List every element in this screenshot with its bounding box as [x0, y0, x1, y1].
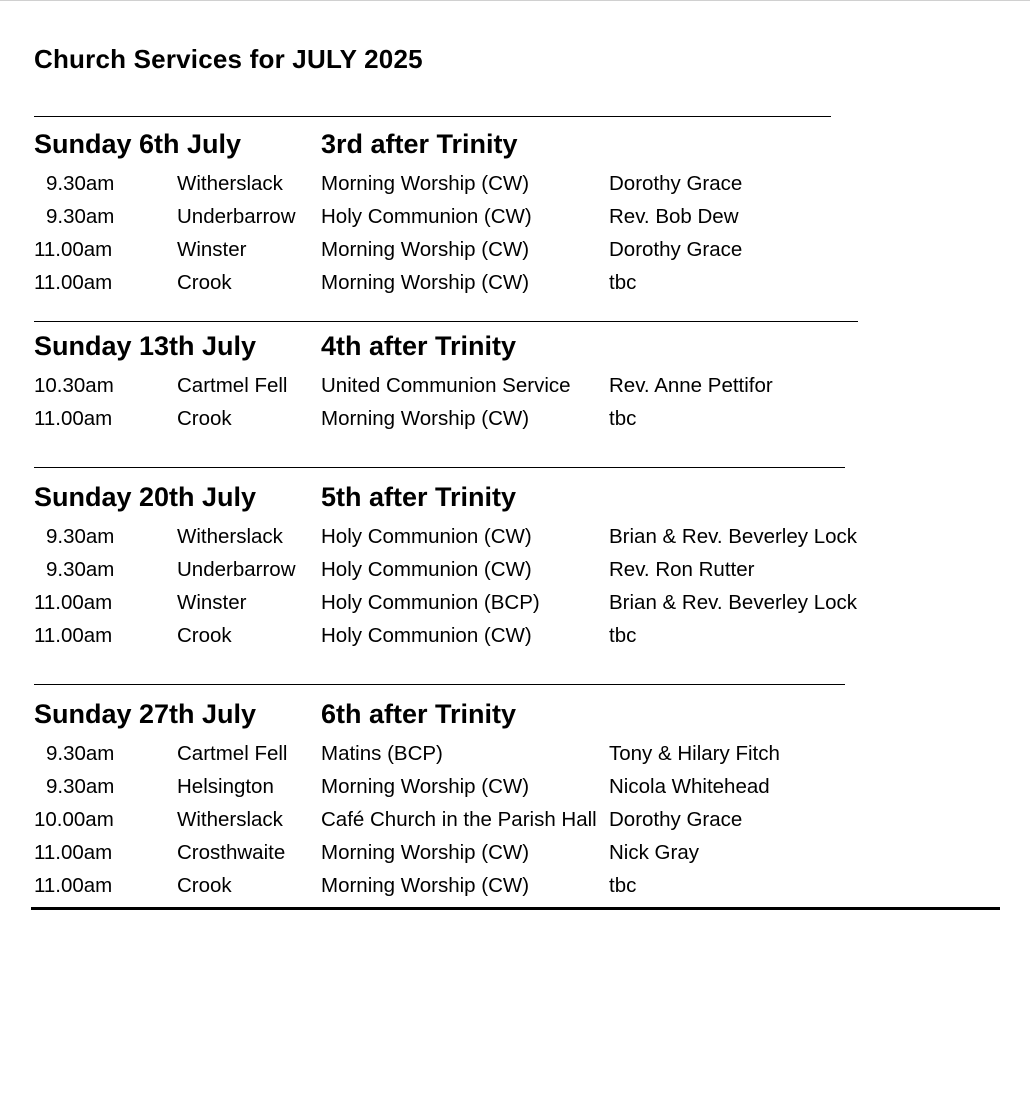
sunday-heading: [34, 699, 834, 733]
service-leader: Tony & Hilary Fitch: [609, 742, 780, 765]
service-row: [34, 525, 864, 553]
service-leader: Rev. Bob Dew: [609, 205, 739, 228]
service-type: Morning Worship (CW): [321, 874, 530, 897]
service-place: Underbarrow: [177, 558, 296, 581]
service-place: Crook: [177, 874, 232, 897]
service-type: Morning Worship (CW): [321, 841, 530, 864]
service-time: 9.30am: [46, 525, 115, 548]
divider: [34, 684, 845, 685]
service-time: 9.30am: [46, 205, 115, 228]
service-type: Morning Worship (CW): [321, 775, 530, 798]
sunday-occasion: 5th after Trinity: [321, 482, 517, 512]
service-place: Winster: [177, 238, 247, 261]
service-time: 11.00am: [34, 624, 113, 647]
service-place: Crook: [177, 624, 232, 647]
service-place: Cartmel Fell: [177, 742, 288, 765]
service-leader: Dorothy Grace: [609, 238, 743, 261]
service-type: Holy Communion (CW): [321, 525, 532, 548]
service-type: Holy Communion (CW): [321, 205, 532, 228]
service-type: Morning Worship (CW): [321, 238, 530, 261]
service-place: Helsington: [177, 775, 274, 798]
service-leader: Dorothy Grace: [609, 172, 743, 195]
service-leader: Dorothy Grace: [609, 808, 743, 831]
service-place: Crook: [177, 407, 232, 430]
service-place: Crosthwaite: [177, 841, 286, 864]
page-top-border: [0, 0, 1030, 1]
service-leader: Nick Gray: [609, 841, 699, 864]
service-place: Witherslack: [177, 525, 283, 548]
sunday-heading: [34, 331, 834, 365]
service-leader: Nicola Whitehead: [609, 775, 770, 798]
service-time: 11.00am: [34, 874, 113, 897]
sunday-heading: [34, 482, 834, 516]
bottom-divider: [31, 907, 1000, 910]
service-type: Morning Worship (CW): [321, 172, 530, 195]
sunday-date: Sunday 27th July: [34, 699, 257, 729]
service-leader: Rev. Ron Rutter: [609, 558, 755, 581]
service-row: [34, 172, 864, 200]
service-type: Holy Communion (BCP): [321, 591, 540, 614]
service-type: Holy Communion (CW): [321, 624, 532, 647]
service-time: 10.30am: [34, 374, 114, 397]
service-row: [34, 742, 864, 770]
service-place: Witherslack: [177, 808, 283, 831]
service-time: 9.30am: [46, 172, 115, 195]
service-row: [34, 808, 864, 836]
service-leader: tbc: [609, 874, 637, 897]
service-leader: Rev. Anne Pettifor: [609, 374, 773, 397]
service-row: [34, 238, 864, 266]
sunday-occasion: 3rd after Trinity: [321, 129, 518, 159]
service-row: [34, 374, 864, 402]
service-leader: tbc: [609, 271, 637, 294]
service-place: Witherslack: [177, 172, 283, 195]
service-row: [34, 591, 864, 619]
service-place: Cartmel Fell: [177, 374, 288, 397]
service-row: [34, 558, 864, 586]
service-place: Underbarrow: [177, 205, 296, 228]
service-time: 9.30am: [46, 742, 115, 765]
service-type: Morning Worship (CW): [321, 407, 530, 430]
service-row: [34, 407, 864, 435]
service-time: 11.00am: [34, 841, 113, 864]
service-row: [34, 775, 864, 803]
service-row: [34, 624, 864, 652]
service-time: 11.00am: [34, 407, 113, 430]
sunday-occasion: 6th after Trinity: [321, 699, 517, 729]
page-title: Church Services for JULY 2025: [34, 44, 423, 74]
service-time: 11.00am: [34, 271, 113, 294]
service-place: Crook: [177, 271, 232, 294]
service-time: 9.30am: [46, 775, 115, 798]
sunday-date: Sunday 6th July: [34, 129, 242, 159]
service-leader: tbc: [609, 407, 637, 430]
service-row: [34, 874, 864, 902]
service-type: United Communion Service: [321, 374, 571, 397]
service-time: 9.30am: [46, 558, 115, 581]
service-type: Matins (BCP): [321, 742, 443, 765]
sunday-date: Sunday 13th July: [34, 331, 257, 361]
service-type: Holy Communion (CW): [321, 558, 532, 581]
service-leader: Brian & Rev. Beverley Lock: [609, 591, 858, 614]
service-leader: tbc: [609, 624, 637, 647]
sunday-heading: [34, 129, 834, 163]
sunday-date: Sunday 20th July: [34, 482, 257, 512]
service-row: [34, 841, 864, 869]
service-time: 11.00am: [34, 591, 113, 614]
sunday-occasion: 4th after Trinity: [321, 331, 517, 361]
divider: [34, 467, 845, 468]
service-row: [34, 205, 864, 233]
service-row: [34, 271, 864, 299]
service-time: 11.00am: [34, 238, 113, 261]
service-place: Winster: [177, 591, 247, 614]
service-time: 10.00am: [34, 808, 114, 831]
divider: [34, 321, 858, 322]
divider: [34, 116, 831, 117]
service-type: Café Church in the Parish Hall: [321, 808, 597, 831]
service-leader: Brian & Rev. Beverley Lock: [609, 525, 858, 548]
service-type: Morning Worship (CW): [321, 271, 530, 294]
